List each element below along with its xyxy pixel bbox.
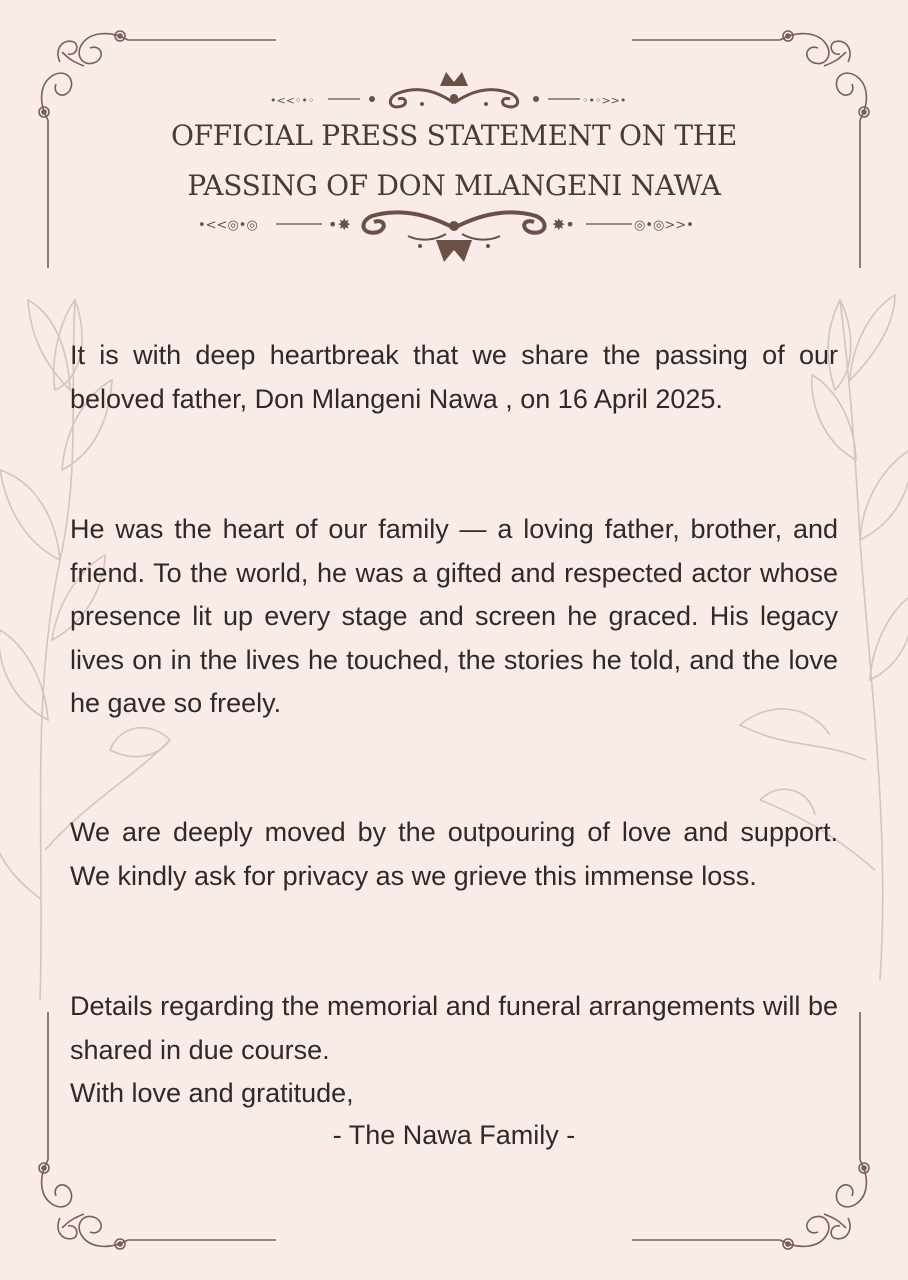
svg-text:◦•◦>>•: ◦•◦>>• bbox=[582, 94, 627, 107]
statement-title-line-1: OFFICIAL PRESS STATEMENT ON THE bbox=[170, 119, 738, 152]
statement-paragraph-3: We are deeply moved by the outpouring of love and support. We kindly ask for privacy as we grieve this immense loss. bbox=[70, 817, 838, 891]
svg-text:◎•◎>>•: ◎•◎>>• bbox=[634, 218, 694, 233]
header-flourish-top-icon bbox=[270, 72, 626, 107]
header-flourish-bottom-icon bbox=[198, 212, 694, 262]
svg-text:•✸: •✸ bbox=[328, 215, 351, 234]
statement-title-line-2: PASSING OF DON MLANGENI NAWA bbox=[187, 169, 721, 202]
statement-paragraph-2: He was the heart of our family — a loving father, brother, and friend. To the world, he was a gifted and respected actor whose presence lit up every stage and screen he graced. His legacy lives on in the lives he touched, the stories he told, and the love he gave so freely. bbox=[70, 514, 838, 718]
svg-text:•<<◦•◦: •<<◦•◦ bbox=[270, 94, 315, 107]
svg-text:✸•: ✸• bbox=[552, 215, 575, 234]
closing-line: With love and gratitude, bbox=[70, 1078, 354, 1108]
family-signature: - The Nawa Family - bbox=[332, 1120, 576, 1150]
svg-text:•<<◎•◎: •<<◎•◎ bbox=[198, 218, 258, 233]
statement-paragraph-1: It is with deep heartbreak that we share the passing of our beloved father, Don Mlangeni Nawa , on 16 April 2025. bbox=[70, 340, 838, 414]
statement-paragraph-4 bbox=[70, 985, 838, 1072]
statement-paragraph-4-text: Details regarding the memorial and funeral arrangements will be shared in due course. bbox=[70, 991, 838, 1065]
